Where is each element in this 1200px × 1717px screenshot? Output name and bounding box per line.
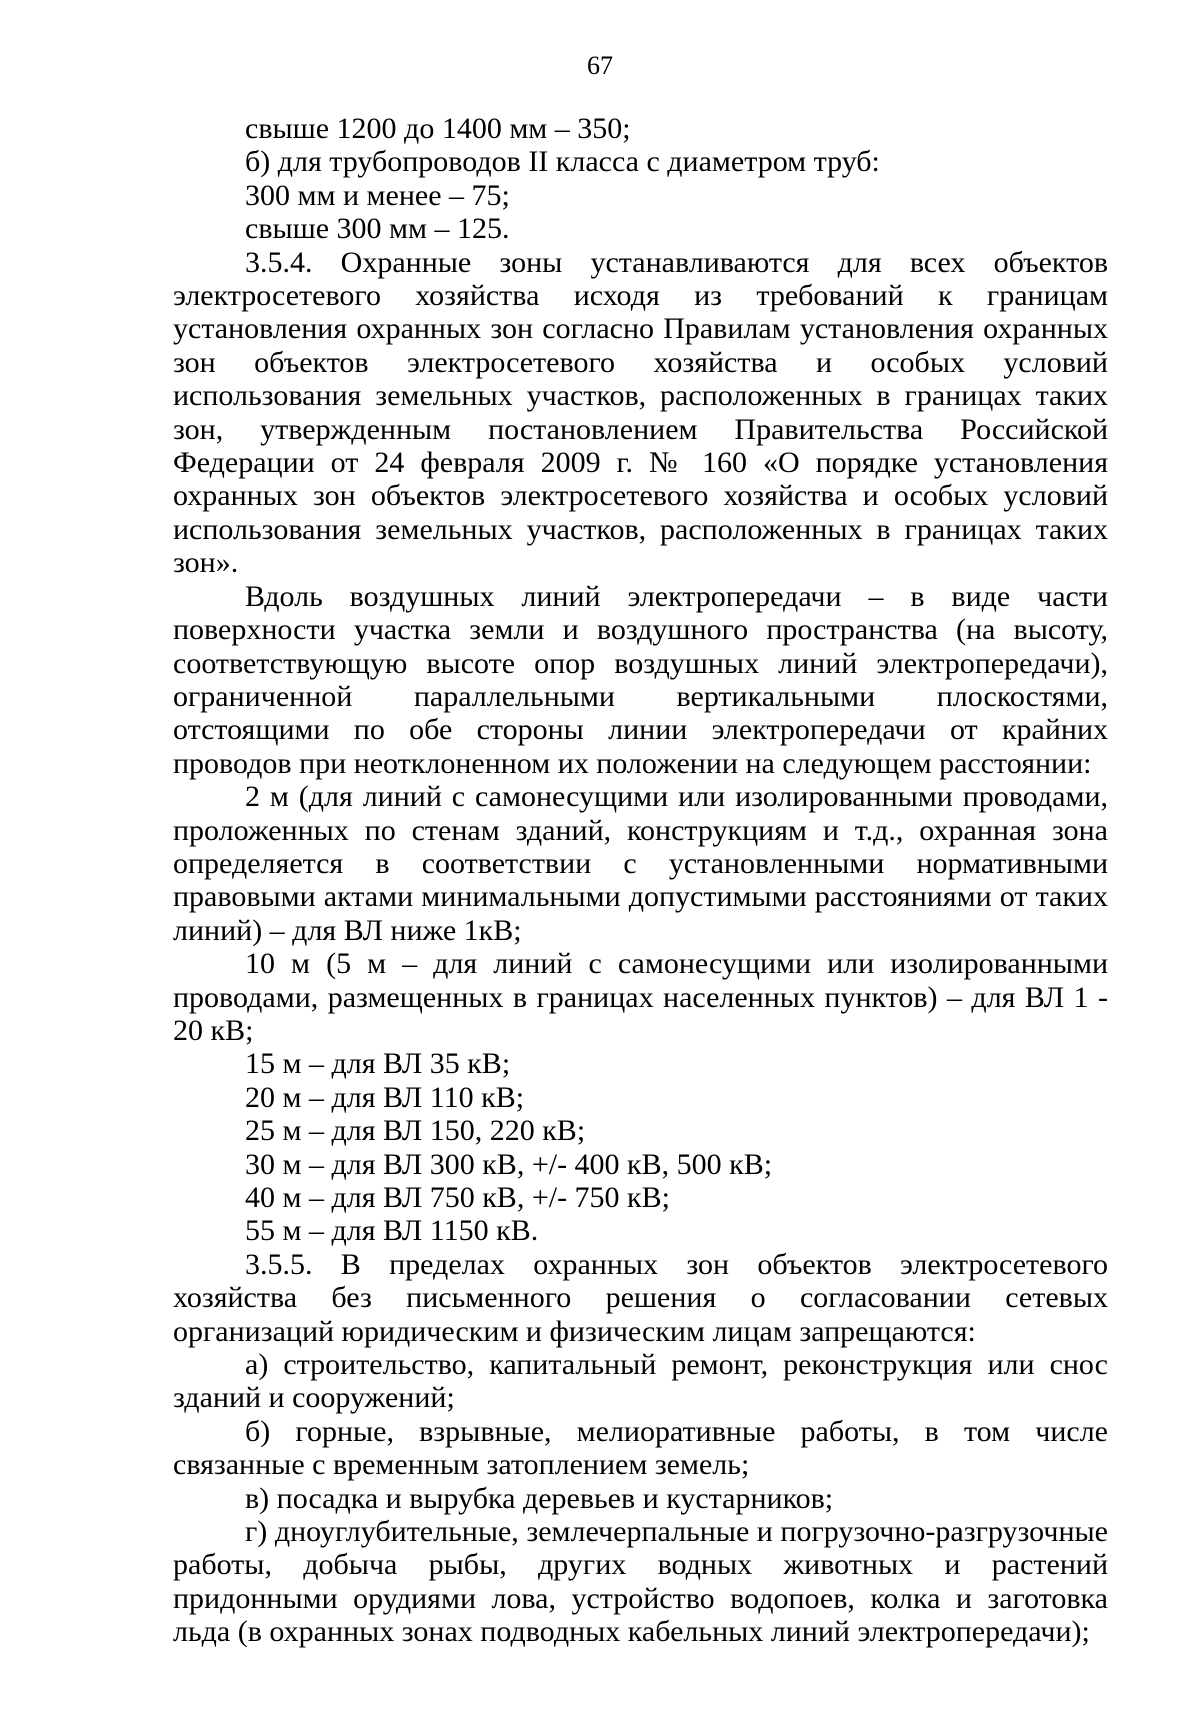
- paragraph-over-300: свыше 300 мм – 125.: [245, 212, 510, 246]
- paragraph-item-a: а) строительство, капитальный ремонт, реконструкция или снос зданий и сооружений;: [173, 1348, 1108, 1415]
- paragraph-2m: 2 м (для линий с самонесущими или изолированными проводами, проложенных по стенам зданий, конструкциям и т.д., охранная зона определяется в соответствии с установленными нормативными правовыми актами минимальными допустимыми расстояниями от таких линий) – для ВЛ ниже 1кВ;: [173, 780, 1108, 947]
- paragraph-item-g: г) дноуглубительные, землечерпальные и погрузочно-разгрузочные работы, добыча рыбы, других водных животных и растений придонными орудиями лова, устройство водопоев, колка и заготовка льда (в охранных зонах подводных кабельных линий электропередачи);: [173, 1515, 1108, 1649]
- paragraph-300-and-less: 300 мм и менее – 75;: [245, 178, 510, 212]
- paragraph-3-5-5: 3.5.5. В пределах охранных зон объектов электросетевого хозяйства без письменного решения о согласовании сетевых организаций юридическим и физическим лицам запрещаются:: [173, 1247, 1108, 1348]
- paragraph-40m: 40 м – для ВЛ 750 кВ, +/- 750 кВ;: [245, 1181, 670, 1214]
- document-body: [173, 112, 1108, 1649]
- paragraph-class-ii-pipes: б) для трубопроводов II класса с диаметром труб:: [245, 145, 880, 179]
- paragraph-55m: 55 м – для ВЛ 1150 кВ.: [245, 1214, 539, 1248]
- paragraph-10m: 10 м (5 м – для линий с самонесущими или изолированными проводами, размещенных в границах населенных пунктов) – для ВЛ 1 - 20 кВ;: [173, 947, 1108, 1047]
- paragraph-15m: 15 м – для ВЛ 35 кВ;: [245, 1047, 511, 1081]
- paragraph-pipe-1200-1400: свыше 1200 до 1400 мм – 350;: [245, 112, 631, 145]
- paragraph-20m: 20 м – для ВЛ 110 кВ;: [245, 1080, 525, 1114]
- paragraph-overhead-lines: Вдоль воздушных линий электропередачи – в виде части поверхности участка земли и воздушного пространства (на высоту, соответствующую высоте опор воздушных линий электропередачи), ограниченной параллельными вертикальными плоскостями, отстоящими по обе стороны линии электропередачи от крайних проводов при неотклоненном их положении на следующем расстоянии:: [173, 579, 1108, 780]
- page-number: 67: [587, 51, 613, 80]
- paragraph-25m: 25 м – для ВЛ 150, 220 кВ;: [245, 1114, 586, 1148]
- paragraph-30m: 30 м – для ВЛ 300 кВ, +/- 400 кВ, 500 кВ;: [245, 1147, 773, 1181]
- paragraph-item-v: в) посадка и вырубка деревьев и кустарников;: [245, 1481, 834, 1515]
- paragraph-3-5-4: 3.5.4. Охранные зоны устанавливаются для всех объектов электросетевого хозяйства исходя из требований к границам установления охранных зон согласно Правилам установления охранных зон объектов электросетевого хозяйства и особых условий использования земельных участков, расположенных в границах таких зон, утвержденным постановлением Правительства Российской Федерации от 24 февраля 2009 г. № 160 «О порядке установления охранных зон объектов электросетевого хозяйства и особых условий использования земельных участков, расположенных в границах таких зон».: [173, 245, 1108, 580]
- paragraph-item-b: б) горные, взрывные, мелиоративные работы, в том числе связанные с временным затоплением земель;: [173, 1414, 1108, 1482]
